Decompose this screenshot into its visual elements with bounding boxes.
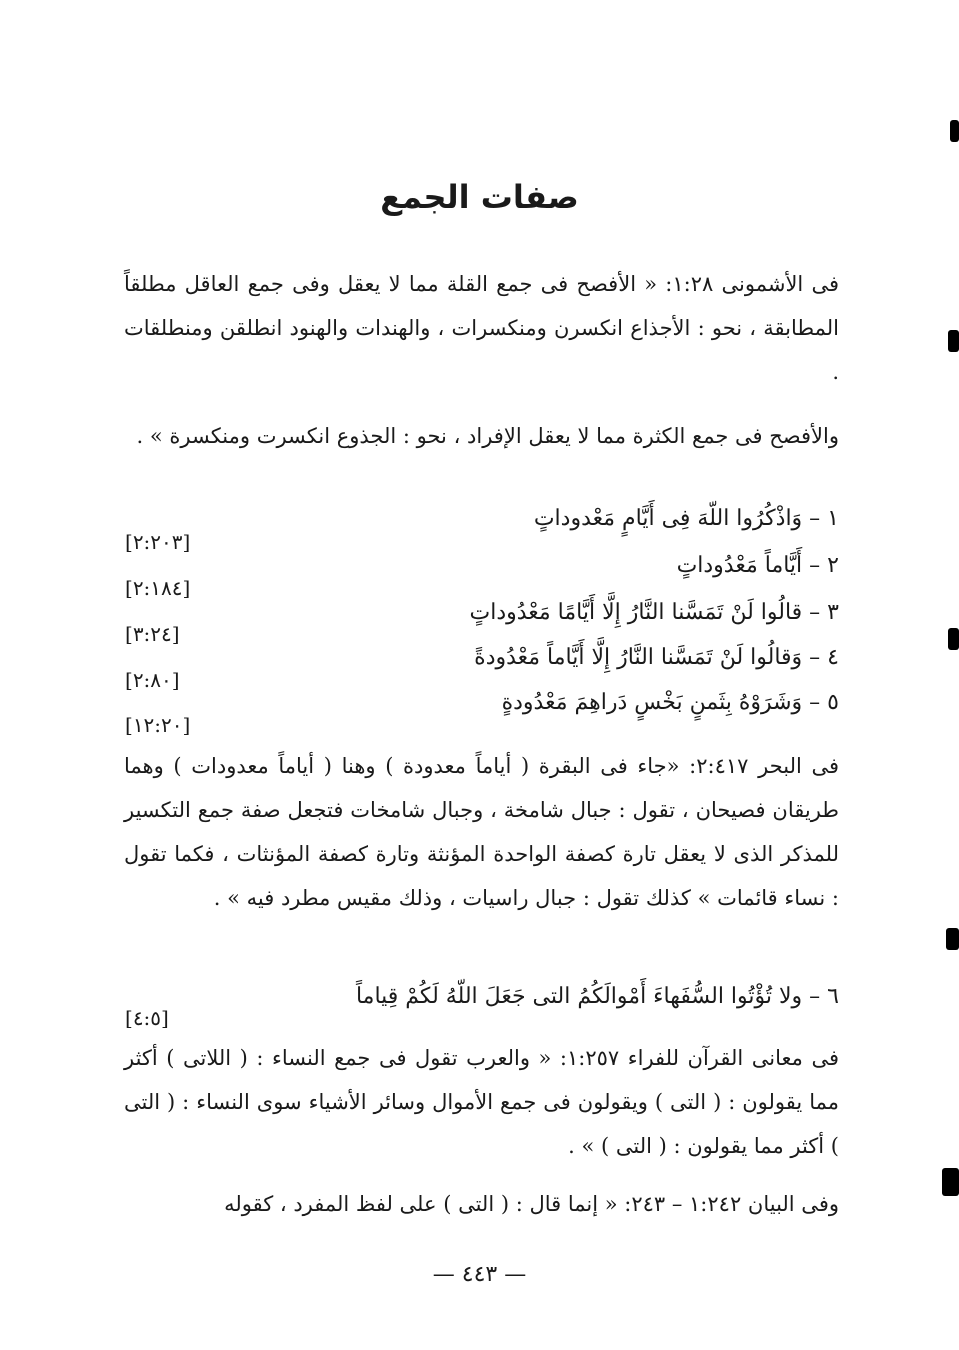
page-title: صفات الجمع — [380, 178, 579, 216]
paragraph-maani: فى معانى القرآن للفراء ١:٢٥٧: « والعرب تقول فى جمع النساء : ( اللاتى ) أكثر مما يقولون : ( التى ) ويقولون فى جمع الأموال وسائر الأشياء سوى النساء : ( التى ) أكثر مما يقولون : ( التى ) » . — [124, 1046, 839, 1158]
verse-6: ٦ – ولا تُؤْتُوا السُّفَهاءَ أَمْوالَكُمُ التى جَعَلَ اللّهُ لَكُمْ قِياماً — [355, 984, 839, 1009]
verse-4-reference: [٢:٨٠] — [125, 668, 180, 692]
paragraph-afsah: والأفصح فى جمع الكثرة مما لا يعقل الإفراد ، نحو : الجذوع انكسرت ومنكسرة » . — [136, 424, 839, 448]
verse-5: ٥ – وَشَرَوْهُ بِثَمنٍ بَخْسٍ دَراهِمَ مَعْدُودةٍ — [501, 690, 839, 715]
verse-6-reference: [٤:٥] — [125, 1006, 169, 1030]
verse-3: ٣ – قالُوا لَنْ تَمَسَّنا النَّارُ إِلَّا أَيَّامًا مَعْدُوداتٍ — [469, 600, 839, 625]
scan-mark — [950, 120, 959, 142]
verse-3-reference: [٣:٢٤] — [125, 622, 180, 646]
verse-5-reference: [١٢:٢٠] — [125, 713, 191, 737]
paragraph-ashmouni: فى الأشمونى ١:٢٨: « الأفصح فى جمع القلة مما لا يعقل وفى جمع العاقل مطلقاً المطابقة ، نحو : الأجذاع انكسرن ومنكسرات ، والهندات والهنود انطلقن ومنطلقات . — [124, 272, 840, 384]
scan-mark — [948, 330, 959, 352]
verse-1: ١ – وَاذْكُرُوا اللّهَ فِى أَيَّامٍ مَعْدوداتٍ — [533, 506, 839, 531]
paragraph-bahr: فى البحر ٢:٤١٧: «جاء فى البقرة ( أياماً معدودة ) وهنا ( أياماً معدودات ) وهما طريقان فصيحان ، تقول : جبال شامخة ، وجبال شامخات فتجعل صفة جمع التكسير للمذكر الذى لا يعقل تارة كصفة الواحدة المؤنثة وتارة كصفة المؤنثات ، فكما تقول : نساء قائمات » كذلك تقول : جبال راسيات ، وذلك مقيس مطرد فيه » . — [124, 754, 840, 910]
scan-mark — [942, 1168, 959, 1196]
page-number: — ٤٤٣ — — [432, 1262, 527, 1287]
verse-2: ٢ – أَيَّاماً مَعْدُوداتٍ — [676, 553, 839, 578]
paragraph-bayan: وفى البيان ١:٢٤٢ – ٢٤٣: « إنما قال : ( التى ) على لفظ المفرد ، كقوله — [224, 1192, 839, 1216]
verse-2-reference: [٢:١٨٤] — [125, 576, 191, 600]
scan-mark — [948, 628, 959, 650]
verse-1-reference: [٢:٢٠٣] — [125, 530, 191, 554]
verse-4: ٤ – وَقالُوا لَنْ تَمَسَّنا النَّارُ إِلَّا أَيَّاماً مَعْدُودةً — [474, 645, 839, 670]
scan-mark — [946, 928, 959, 950]
